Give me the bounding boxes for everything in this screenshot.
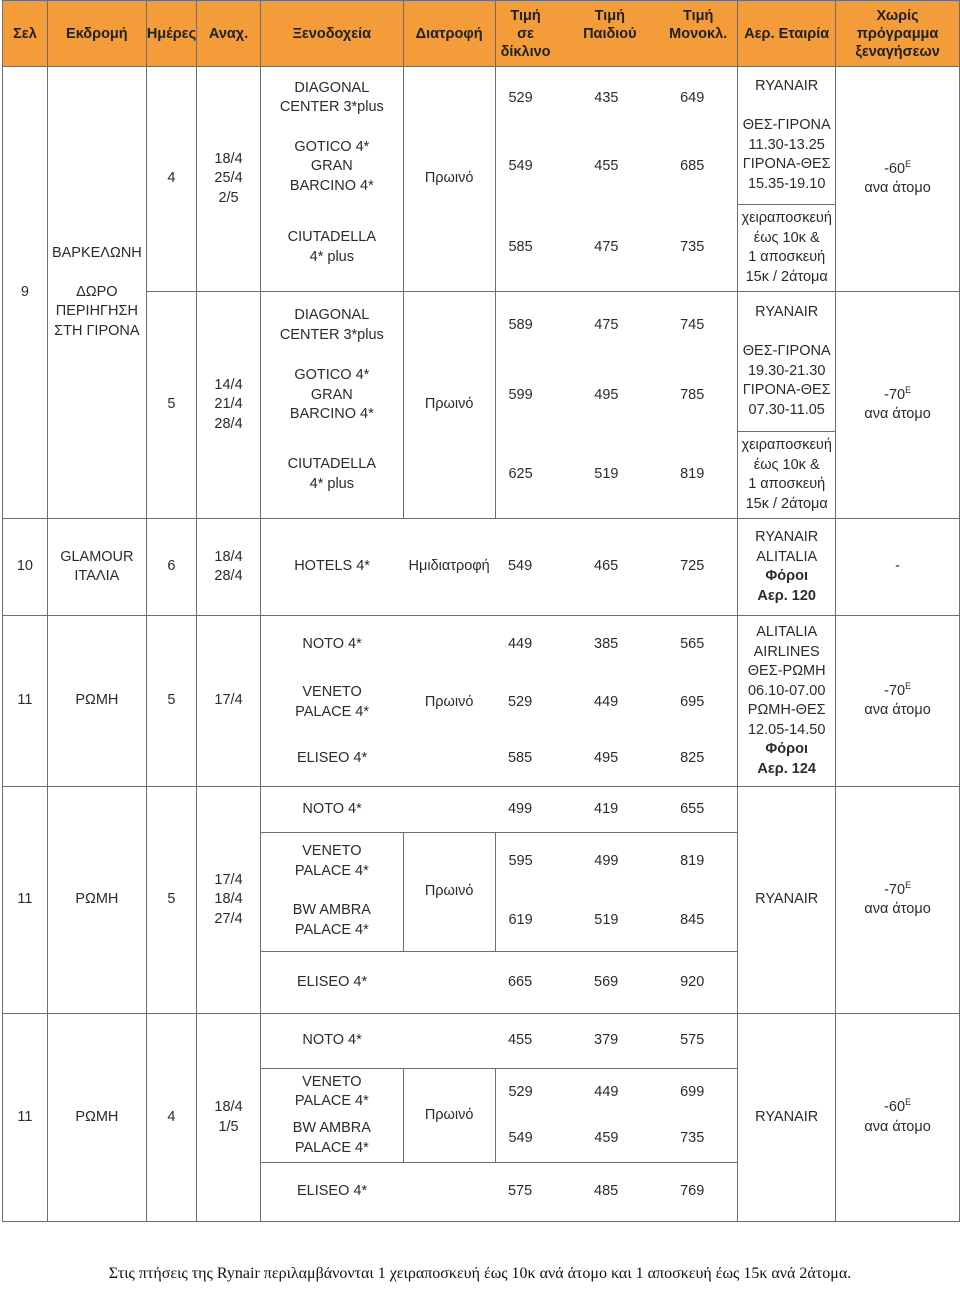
price-cell: 529 449 699 (495, 1069, 738, 1116)
trip-cell: GLAMOUR ΙΤΑΛΙΑ (47, 519, 146, 616)
board-cell: Πρωινό (403, 67, 495, 292)
dates-cell: 18/4 25/4 2/5 (197, 67, 261, 292)
board-cell (403, 616, 495, 674)
dates-cell: 18/4 1/5 (197, 1014, 261, 1222)
dates-cell: 14/4 21/4 28/4 (197, 292, 261, 519)
hotel-cell: CIUTADELLA 4* plus (260, 432, 403, 519)
airline-cell: RYANAIR (738, 1014, 836, 1222)
luggage-cell: χειραποσκευή έως 10κ & 1 αποσκευή 15κ / 2άτομα (738, 205, 836, 292)
price-table (2, 0, 960, 1222)
hotel-cell: ELISEO 4* (260, 1163, 403, 1222)
board-cell: Πρωινό (424, 693, 474, 710)
hotel-cell: HOTELS 4* (260, 519, 403, 616)
price-cell: 599 495 785 (495, 360, 738, 432)
board-cell: Πρωινό (403, 292, 495, 519)
board-cell (403, 952, 495, 1014)
days-cell: 5 (146, 292, 196, 519)
airline-cell: RYANAIR ΘΕΣ-ΓΙΡΟΝΑ 11.30-13.25 ΓΙΡΟΝΑ-ΘΕΣ 15.35-19.10 (738, 67, 836, 205)
hotel-cell: NOTO 4* (260, 616, 403, 674)
header-airline: Αερ. Εταιρία (738, 1, 836, 67)
airline-cell: RYANAIR ALITALIA Φόροι Αερ. 120 (738, 519, 836, 616)
header-sel: Σελ (3, 1, 48, 67)
sel-cell: 11 (3, 787, 48, 1014)
sel-cell: 10 (3, 519, 48, 616)
board-cell: Πρωινό (403, 833, 495, 952)
table-row (3, 787, 960, 833)
header-price-double: Τιμή σε δίκλινο (500, 7, 551, 60)
hotel-cell: BW AMBRA PALACE 4* (260, 891, 403, 952)
hotel-cell: NOTO 4* (260, 787, 403, 833)
hotel-cell: ELISEO 4* (260, 952, 403, 1014)
price-cell: 529 435 649 (495, 67, 738, 130)
airline-cell: RYANAIR (738, 787, 836, 1014)
discount-cell: $-70^E$ ανα άτομο (836, 292, 960, 519)
sel-cell: 11 (3, 1014, 48, 1222)
header-prices (495, 1, 738, 67)
table-row (3, 67, 960, 130)
days-cell: 6 (146, 519, 196, 616)
hotel-cell: DIAGONAL CENTER 3*plus (260, 67, 403, 130)
price-cell: 449 385 565 (495, 616, 738, 674)
price-cell: 529 449 695 (495, 674, 738, 732)
board-cell (403, 1163, 495, 1222)
days-cell: 5 (146, 616, 196, 787)
discount-cell: $-60^E$ ανα άτομο (836, 1014, 960, 1222)
dates-cell: 17/4 18/4 27/4 (197, 787, 261, 1014)
dates-cell: 18/4 28/4 (197, 519, 261, 616)
price-cell: 665 569 920 (495, 952, 738, 1014)
hotel-cell: DIAGONAL CENTER 3*plus (260, 292, 403, 360)
header-price-child: Τιμή Παιδιού (583, 7, 637, 42)
board-cell: Ημιδιατροφή (403, 519, 495, 616)
price-cell: 575 485 769 (495, 1163, 738, 1222)
board-cell: Πρωινό (403, 1069, 495, 1163)
price-cell: 455 379 575 (495, 1014, 738, 1069)
luggage-cell: χειραποσκευή έως 10κ & 1 αποσκευή 15κ / 2άτομα (738, 432, 836, 519)
trip-cell: ΡΩΜΗ (47, 1014, 146, 1222)
discount-cell: $-70^E$ ανα άτομο (836, 787, 960, 1014)
days-cell: 5 (146, 787, 196, 1014)
discount-cell: $-60^E$ ανα άτομο (836, 67, 960, 292)
header-no-guide: Χωρίς πρόγραμμα ξεναγήσεων (836, 1, 960, 67)
header-row (3, 1, 960, 67)
header-price-single: Τιμή Μονοκλ. (669, 7, 728, 42)
days-cell: 4 (146, 1014, 196, 1222)
header-hotels: Ξενοδοχεία (260, 1, 403, 67)
days-cell: 4 (146, 67, 196, 292)
sel-cell: 11 (3, 616, 48, 787)
price-cell: 549 455 685 (495, 130, 738, 205)
board-cell (403, 787, 495, 833)
hotel-cell: VENETO PALACE 4* (260, 1069, 403, 1116)
price-cell: 499 419 655 (495, 787, 738, 833)
price-cell: 585 495 825 (495, 732, 738, 787)
price-cell: 589 475 745 (495, 292, 738, 360)
price-cell: 625 519 819 (495, 432, 738, 519)
price-cell: 619 519 845 (495, 891, 738, 952)
table-row (3, 519, 960, 616)
board-cell (403, 732, 495, 787)
header-days: Ημέρες (146, 1, 196, 67)
header-trip: Εκδρομή (47, 1, 146, 67)
airline-cell: RYANAIR ΘΕΣ-ΓΙΡΟΝΑ 19.30-21.30 ΓΙΡΟΝΑ-ΘΕΣ 07.30-11.05 (738, 292, 836, 432)
price-cell: 549 459 735 (495, 1116, 738, 1163)
price-cell: 585 475 735 (495, 205, 738, 292)
price-cell: 549 465 725 (495, 519, 738, 616)
discount-cell: - (836, 519, 960, 616)
discount-cell: $-70^E$ ανα άτομο (836, 616, 960, 787)
table-row (3, 1014, 960, 1069)
trip-cell: ΡΩΜΗ (47, 616, 146, 787)
hotel-cell: VENETO PALACE 4* (260, 833, 403, 891)
header-board: Διατροφή (403, 1, 495, 67)
table-row (3, 292, 960, 360)
hotel-cell: GOTICO 4* GRAN BARCINO 4* (260, 130, 403, 205)
sel-cell: 9 (3, 67, 48, 519)
table-row (3, 616, 960, 674)
hotel-cell: BW AMBRA PALACE 4* (260, 1116, 403, 1163)
hotel-cell: GOTICO 4* GRAN BARCINO 4* (260, 360, 403, 432)
header-departure: Αναχ. (197, 1, 261, 67)
airline-cell: ALITALIA AIRLINES ΘΕΣ-ΡΩΜΗ 06.10-07.00 ΡΩΜΗ-ΘΕΣ 12.05-14.50 Φόροι Αερ. 124 (738, 616, 836, 787)
hotel-cell: ELISEO 4* (260, 732, 403, 787)
hotel-cell: CIUTADELLA 4* plus (260, 205, 403, 292)
footer-note: Στις πτήσεις της Rynair περιλαμβάνονται 1 χειραποσκευή έως 10κ ανά άτομο και 1 αποσκευή έως 15κ ανά 2άτομα. (108, 1265, 852, 1282)
trip-cell: ΒΑΡΚΕΛΩΝΗ ΔΩΡΟ ΠΕΡΙΗΓΗΣΗ ΣΤΗ ΓΙΡΟΝΑ (47, 67, 146, 519)
board-cell (403, 1014, 495, 1069)
hotel-cell: NOTO 4* (260, 1014, 403, 1069)
hotel-cell: VENETO PALACE 4* (260, 674, 403, 732)
price-cell: 595 499 819 (495, 833, 738, 891)
trip-cell: ΡΩΜΗ (47, 787, 146, 1014)
dates-cell: 17/4 (197, 616, 261, 787)
